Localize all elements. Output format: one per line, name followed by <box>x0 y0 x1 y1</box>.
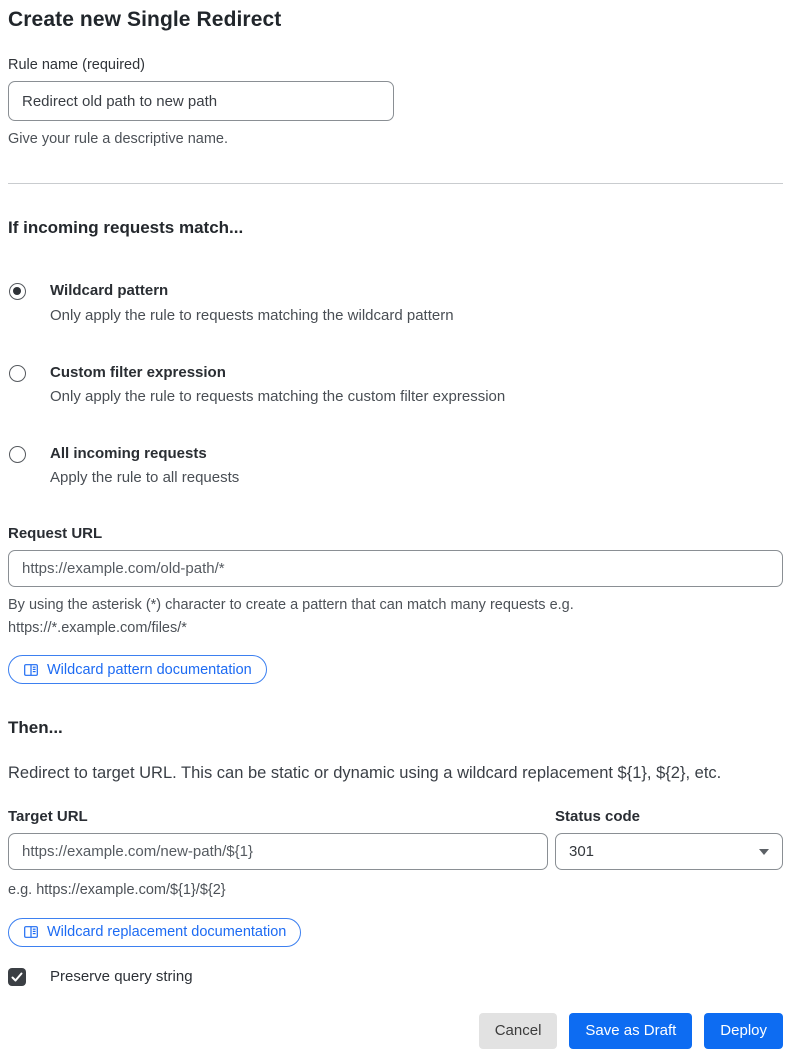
rule-name-input[interactable] <box>8 81 394 121</box>
section-divider <box>8 183 783 184</box>
radio-button[interactable] <box>9 365 26 382</box>
target-url-group <box>8 808 548 870</box>
footer-actions <box>8 1013 783 1049</box>
radio-description: Only apply the rule to requests matching the wildcard pattern <box>50 306 454 324</box>
status-code-value: 301 <box>569 843 595 861</box>
radio-label: Custom filter expression <box>50 363 226 381</box>
radio-label: All incoming requests <box>50 444 207 462</box>
status-code-label: Status code <box>555 808 641 826</box>
save-as-draft-button[interactable]: Save as Draft <box>569 1013 692 1049</box>
page-title: Create new Single Redirect <box>8 8 282 31</box>
request-url-help: By using the asterisk (*) character to create a pattern that can match many requests e.g. https://*.example.com/files/* <box>8 597 574 636</box>
preserve-query-string-label: Preserve query string <box>50 968 193 986</box>
target-url-label: Target URL <box>8 808 88 826</box>
radio-button[interactable] <box>9 283 26 300</box>
preserve-query-string-checkbox[interactable] <box>8 968 26 986</box>
doc-button-label: Wildcard pattern documentation <box>47 661 252 678</box>
request-url-input[interactable] <box>8 550 783 587</box>
rule-name-label: Rule name (required) <box>8 57 146 73</box>
request-url-group <box>8 525 783 684</box>
radio-description: Only apply the rule to requests matching the custom filter expression <box>50 387 506 405</box>
rule-name-help: Give your rule a descriptive name. <box>8 131 229 147</box>
radio-label: Wildcard pattern <box>50 282 169 300</box>
radio-description: Apply the rule to all requests <box>50 469 240 487</box>
match-section-heading: If incoming requests match... <box>8 218 244 238</box>
rule-name-group <box>8 57 783 150</box>
request-url-label: Request URL <box>8 525 103 543</box>
status-code-group <box>555 808 783 870</box>
wildcard-replacement-docs-button[interactable] <box>8 918 301 947</box>
doc-button-label: Wildcard replacement documentation <box>47 924 287 941</box>
radio-option-all-requests[interactable] <box>8 444 783 488</box>
then-section-heading: Then... <box>8 718 63 738</box>
wildcard-pattern-docs-button[interactable] <box>8 655 267 684</box>
radio-option-custom-filter[interactable] <box>8 363 783 407</box>
radio-button[interactable] <box>9 446 26 463</box>
open-book-icon <box>23 924 39 940</box>
deploy-button[interactable]: Deploy <box>704 1013 783 1049</box>
then-section-description: Redirect to target URL. This can be static or dynamic using a wildcard replacement ${1}, ${2}, etc. <box>8 764 722 783</box>
radio-option-wildcard-pattern[interactable] <box>8 281 783 325</box>
target-status-row <box>8 808 783 870</box>
target-url-help: e.g. https://example.com/${1}/${2} <box>8 882 226 899</box>
open-book-icon <box>23 662 39 678</box>
match-type-radio-group <box>8 281 783 488</box>
status-code-select[interactable] <box>555 833 783 870</box>
cancel-button[interactable]: Cancel <box>479 1013 558 1049</box>
chevron-down-icon <box>759 849 769 855</box>
target-url-input[interactable] <box>8 833 548 870</box>
preserve-query-string-row[interactable] <box>8 968 783 986</box>
